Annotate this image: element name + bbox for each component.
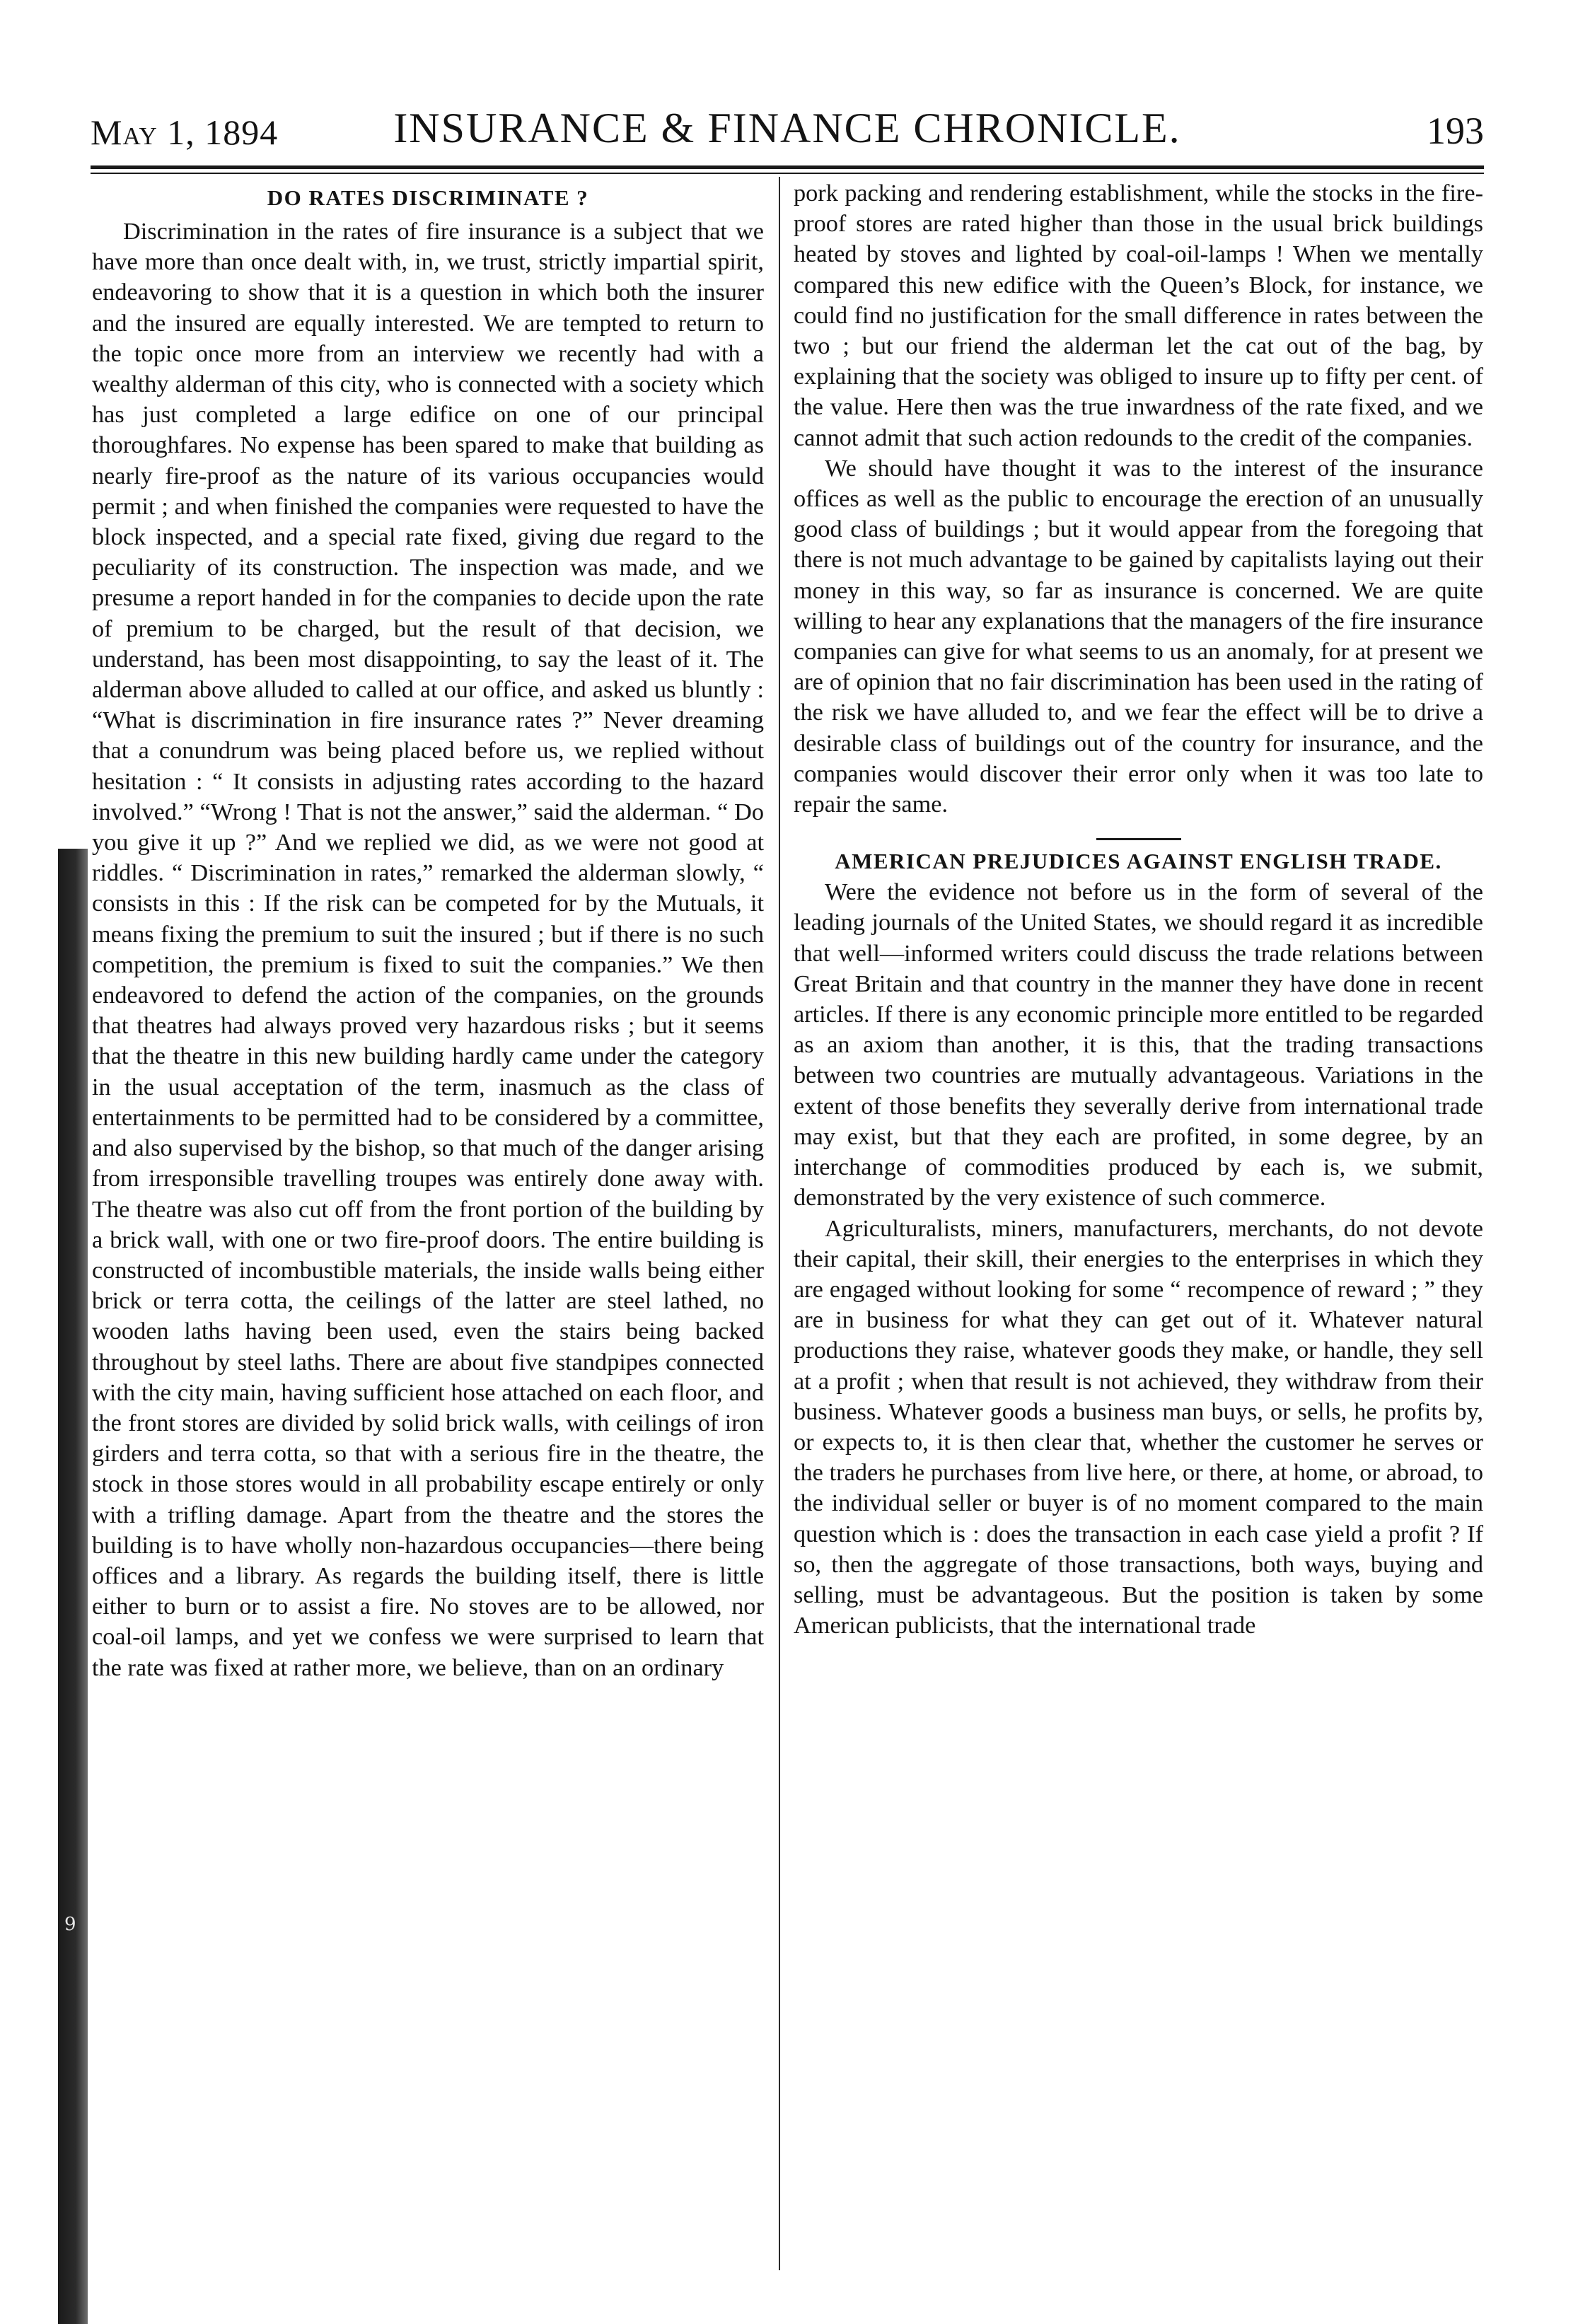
- article-paragraph: Agriculturalists, miners, manufacturers, merchants, do not devote their capital, their skill, their energies to the enterprises in which they are engaged without looking for some “ recompence of reward ; ” they are in business for what they can get out of it. Whatever natural productions they raise, whatever goods they make, or handle, they sell at a profit ; when that result is not achieved, they withdraw from their business. Whatever goods a business man buys, or sells, he profits by, or expects to, it is then clear that, whether the customer he serves or the traders he purchases from live here, or there, at home, or abroad, to the individual seller or buyer is of no moment compared to the main question which is : does the transaction in each case yield a profit ? If so, then the aggregate of those transactions, both ways, buying and selling, must be advantageous. But the position is taken by some American publicists, that the international trade: [794, 1214, 1483, 1639]
- binding-edge-mark: 9: [64, 1914, 76, 1935]
- column-divider: [779, 177, 780, 2270]
- header-rule-thick: [91, 165, 1484, 169]
- right-column: [794, 178, 1483, 1641]
- article-paragraph: Discrimination in the rates of fire insurance is a subject that we have more than once dealt with, in, we trust, strictly impartial spirit, endeavoring to show that it is a question in which both the insurer and the insured are equally interested. We are tempted to return to the topic once more from an interview we recently had with a wealthy alderman of this city, who is connected with a society which has just completed a large edifice on one of our principal thoroughfares. No expense has been spared to make that building as nearly fire-proof as the nature of its various occupancies would permit ; and when finished the companies were requested to have the block inspected, and a special rate fixed, giving due regard to the peculiarity of its construction. The inspection was made, and we presume a report handed in for the companies to decide upon the rate of premium to be charged, but the result of that decision, we understand, has been most disappointing, to say the least of it. The alderman above alluded to called at our office, and asked us bluntly : “What is discrimination in fire insurance rates ?” Never dreaming that a conundrum was being placed before us, we replied without hesitation : “ It consists in adjusting rates according to the hazard involved.” “Wrong ! That is not the answer,” said the alderman. “ Do you give it up ?” And we replied we did, as we were not good at riddles. “ Discrimination in rates,” remarked the alderman slowly, “ consists in this : If the risk can be competed for by the Mutuals, it means fixing the premium to suit the insured ; but if there is no such competition, the premium is fixed to suit the companies.” We then endeavored to defend the action of the companies, on the grounds that theatres had always proved very hazardous risks ; but it seems that the theatre in this new building hardly came under the category in the usual acceptation of the term, inasmuch as the class of entertainments to be permitted had to be considered by a committee, and also supervised by the bishop, so that much of the danger arising from irresponsible travelling troupes was entirely done away with. The theatre was also cut off from the front portion of the building by a brick wall, with one or two fire-proof doors. The entire building is constructed of incombustible materials, the inside walls being either brick or terra cotta, the ceilings of the latter are steel lathed, no wooden laths having been used, even the stairs being backed throughout by steel laths. There are about five standpipes connected with the city main, having sufficient hose attached on each floor, and the front stores are divided by solid brick walls, with ceilings of iron girders and terra cotta, so that with a serious fire in the theatre, the stock in those stores would in all probability escape entirely or only with a trifling damage. Apart from the theatre and the stores the building is to have wholly non-hazardous occupancies—there being offices and a library. As regards the building itself, there is little either to burn or to assist a fire. No stoves are to be allowed, nor coal-oil lamps, and yet we confess we were surprised to learn that the rate was fixed at rather more, we believe, than on an ordinary: [92, 218, 764, 1681]
- article-paragraph: Were the evidence not before us in the form of several of the leading journals of the United States, we should regard it as incredible that well—informed writers could discuss the trade relations between Great Britain and that country in the manner they have done in recent articles. If there is any economic principle more entitled to be regarded as an axiom than another, it is this, that the trading transactions between two countries are mutually advantageous. Variations in the extent of those benefits they severally derive from international trade may exist, but that they each are profited, in some degree, by an interchange of commodities produced by each is, we submit, demonstrated by the very existence of such commerce.: [794, 878, 1483, 1212]
- article-title-american-prejudices: AMERICAN PREJUDICES AGAINST ENGLISH TRADE.: [835, 849, 1442, 874]
- publication-title: INSURANCE & FINANCE CHRONICLE.: [393, 105, 1181, 151]
- article-separator-rule: [1096, 838, 1181, 840]
- header-rule-thin: [91, 173, 1484, 174]
- article-title-rates: DO RATES DISCRIMINATE ?: [267, 185, 589, 210]
- binding-edge-shadow: [58, 849, 88, 2324]
- article-paragraph: pork packing and rendering establishment, while the stocks in the fire-proof stores are rated higher than those in the usual brick buildings heated by stoves and lighted by coal-oil-lamps ! When we mentally compared this new edifice with the Queen’s Block, for instance, we could find no justification for the small difference in rates between the two ; but our friend the alderman let the cat out of the bag, by explaining that the society was obliged to insure up to fifty per cent. of the value. Here then was the true inwardness of the rate fixed, and we cannot admit that such action redounds to the credit of the companies.: [794, 180, 1483, 451]
- page-header: [91, 103, 1484, 153]
- page-number: 193: [1427, 110, 1484, 152]
- article-paragraph: We should have thought it was to the interest of the insurance offices as well as the public to encourage the erection of an unusually good class of buildings ; but it would appear from the foregoing that there is not much advantage to be gained by capitalists laying out their money in this way, so far as insurance is concerned. We are quite willing to hear any explanations that the managers of the fire insurance companies can give for what seems to us an anomaly, for at present we are of opinion that no fair discrimination has been used in the rating of the risk we have alluded to, and we fear the effect will be to drive a desirable class of buildings out of the country for insurance, and the companies would discover their error only when it was too late to repair the same.: [794, 454, 1483, 818]
- issue-date: May 1, 1894: [91, 112, 279, 152]
- left-column: [92, 178, 764, 1683]
